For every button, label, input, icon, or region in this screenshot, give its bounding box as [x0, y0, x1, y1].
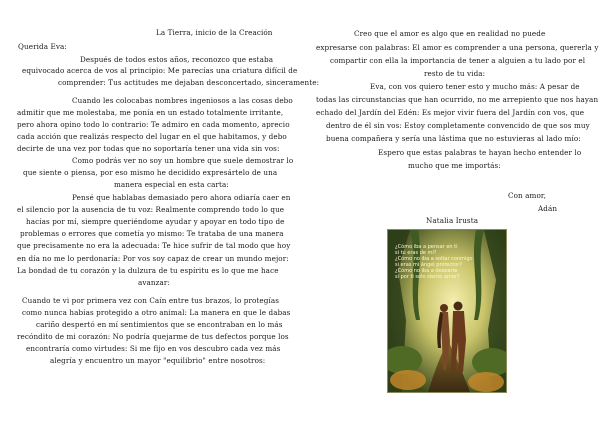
right-line-4: resto de tu vida:	[424, 69, 486, 78]
poem-line-5: ¿Cómo no iba a desearte	[395, 268, 458, 274]
left-line-11: manera especial en esta carta:	[114, 180, 229, 189]
salutation: Querida Eva:	[18, 42, 67, 51]
left-line-16: que precisamente no era la adecuada: Te hice sufrir de tal modo que hoy	[17, 241, 291, 250]
right-line-11: mucho que me importás:	[408, 161, 501, 170]
adam-eve-illustration	[387, 229, 507, 393]
closing: Con amor,	[508, 191, 546, 200]
left-line-6: pero ahora opino todo lo contrario: Te admiro en cada momento, aprecio	[17, 120, 290, 129]
left-line-18: La bondad de tu corazón y la dulzura de tu espíritu es lo que me hace	[17, 266, 279, 275]
left-line-22: cariño despertó en mí sentimientos que se encontraban en lo más	[36, 320, 283, 329]
left-line-14: hacías por mí, siempre queriéndome ayudar y apoyar en todo tipo de	[26, 217, 285, 226]
letter-title: La Tierra, inicio de la Creación	[156, 28, 273, 37]
left-line-23: recóndito de mi corazón: No podría quejarme de tus defectos porque los	[17, 332, 289, 341]
right-line-9: buena compañera y sería una lástima que no estuvieras al lado mío:	[326, 134, 581, 143]
left-line-19: avanzar:	[138, 278, 170, 287]
left-line-17: en día no me lo perdonaría: Por vos soy capaz de crear un mundo mejor:	[17, 254, 289, 263]
left-line-24: encontraría como virtudes: Si me fijo en vos descubro cada vez más	[26, 344, 281, 353]
poem-line-4: si eras mi ángel protector?	[395, 262, 462, 268]
left-line-20: Cuando te vi por primera vez con Caín entre tus brazos, lo protegías	[22, 296, 280, 305]
right-line-6: todas las circunstancias que han ocurrido, no me arrepiento que nos hayan	[316, 95, 599, 104]
left-line-25: alegría y encuentro un mayor "equilibrio" entre nosotros:	[50, 356, 266, 365]
right-line-5: Eva, con vos quiero tener esto y mucho más: A pesar de	[370, 82, 580, 91]
poem-line-2: si tú eras de mí?	[395, 250, 437, 256]
right-line-2: expresarse con palabras: El amor es comprender a una persona, quererla y	[316, 43, 599, 52]
left-line-5: admitir que me molestaba, me ponía en un estado totalmente irritante,	[17, 108, 284, 117]
left-line-4: Cuando les colocabas nombres ingeniosos a las cosas debo	[72, 96, 293, 105]
left-line-21: como nunca habías protegido a otro animal: La manera en que le dabas	[22, 308, 291, 317]
right-line-1: Creo que el amor es algo que en realidad no puede	[354, 29, 546, 38]
right-line-7: echado del Jardín del Edén: Es mejor vivir fuera del Jardín con vos, que	[316, 108, 585, 117]
left-line-9: Como podrás ver no soy un hombre que suele demostrar lo	[72, 156, 294, 165]
left-line-3: comprender: Tus actitudes me dejaban desconcertado, sinceramente:	[58, 78, 320, 87]
poem-line-3: ¿Cómo no iba a soltar conmigo	[395, 256, 473, 262]
author-name: Natalia Irusta	[426, 216, 479, 225]
signature: Adán	[538, 204, 558, 213]
right-line-10: Espero que estas palabras te hayan hecho entender lo	[378, 148, 582, 157]
poem-line-1: ¿Cómo iba a pensar en ti	[395, 244, 458, 250]
left-line-7: cada acción que realizás respecto del lugar en el que habitamos, y debo	[17, 132, 287, 141]
left-line-13: el silencio por la ausencia de tu voz: Realmente comprendo todo lo que	[17, 205, 285, 214]
left-line-2: equivocado acerca de vos al principio: Me parecías una criatura difícil de	[22, 66, 298, 75]
poem-line-6: si por ti solo siento amor?	[395, 274, 460, 280]
left-line-1: Después de todos estos años, reconozco que estaba	[80, 55, 274, 64]
left-line-15: problemas o errores que cometía yo mismo: Te trataba de una manera	[20, 229, 284, 238]
left-line-10: que siente o piensa, por eso mismo he decidido expresártelo de una	[23, 168, 278, 177]
left-line-12: Pensé que hablabas demasiado pero ahora odiaría caer en	[72, 193, 291, 202]
right-line-3: compartir con ella la importancia de tener a alguien a tu lado por el	[330, 56, 586, 65]
left-line-8: decirte de una vez por todas que no soportaría tener una vida sin vos:	[17, 144, 280, 153]
right-line-8: dentro de él sin vos: Estoy completamente convencido de que sos muy	[326, 121, 590, 130]
